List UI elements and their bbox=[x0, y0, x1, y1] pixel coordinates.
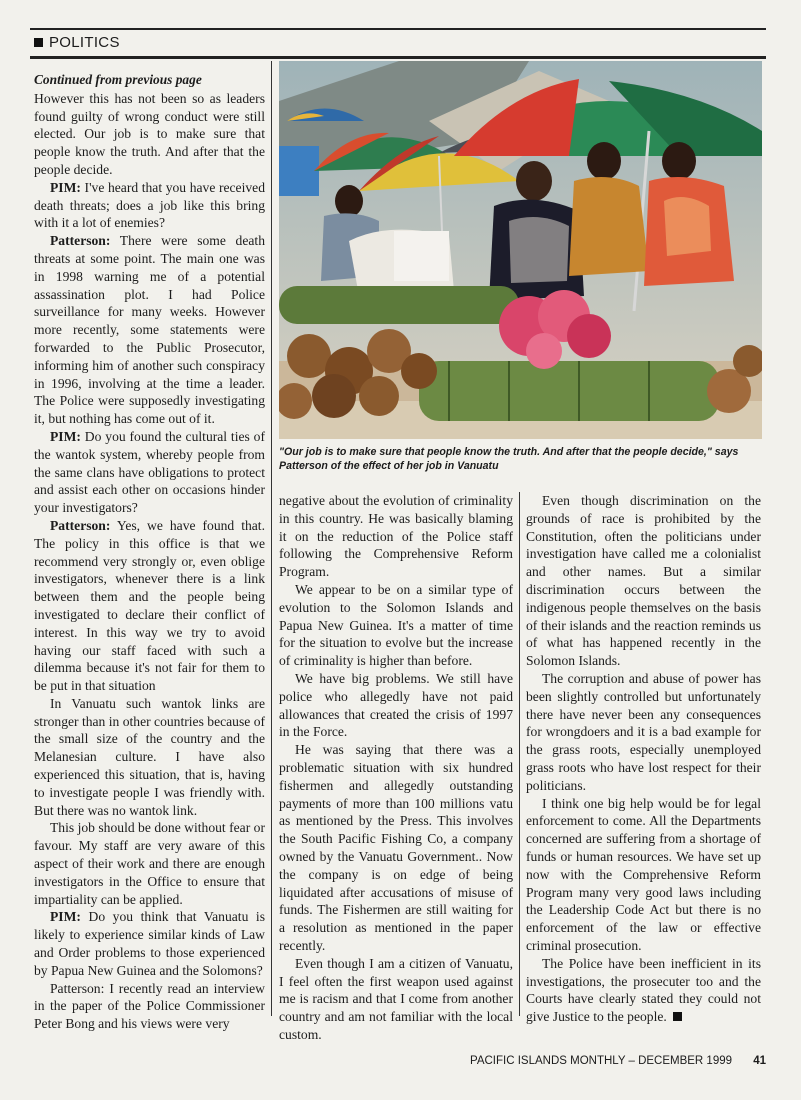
column-divider bbox=[271, 61, 272, 1016]
paragraph: The corruption and abuse of power has been slightly controlled but unfortunately there have never been any consequences for wrongdoers and it is a bad example for the grass roots, especially unemployed grass roots who have lost respect for their politicians. bbox=[526, 670, 761, 793]
article-column-3 bbox=[526, 492, 761, 1026]
paragraph: We appear to be on a similar type of evolution to the Solomon Islands and Papua New Guinea. It's a matter of time for the situation to evolve but the increase of criminality is higher than before. bbox=[279, 581, 513, 669]
answer-paragraph bbox=[34, 232, 265, 428]
paragraph: However this has not been so as leaders found guilty of wrong conduct were still elected. Our job is to make sure that people know the truth. And after that the people decide. bbox=[34, 90, 265, 177]
publication-line: PACIFIC ISLANDS MONTHLY – DECEMBER 1999 bbox=[470, 1055, 733, 1067]
question-paragraph bbox=[34, 428, 265, 517]
paragraph: Patterson: I recently read an interview in the paper of the Police Commissioner Peter Bong and his views were very bbox=[34, 980, 265, 1032]
page-number: 41 bbox=[753, 1055, 766, 1067]
market-photo bbox=[279, 61, 762, 439]
question-paragraph bbox=[34, 179, 265, 232]
paragraph: I think one big help would be for legal enforcement to come. All the Departments concerned are suffering from a shortage of funds or human resources. We have set up now with the Comprehensive Reform Program many very good laws including the Leadership Code Act but there is no enforcement of the law or effective criminal prosecution. bbox=[526, 795, 761, 953]
speaker-label: PIM: bbox=[50, 179, 81, 195]
section-bullet-icon bbox=[34, 38, 43, 47]
paragraph-text: There were some death threats at some point. The main one was in 1998 warning me of a potential assassination plot. I had Police surveillance for many weeks. However more recently, some statements were forwarded to the Public Prosecutor, informing him of another such conspiracy in 1996, involving at the time a leader. The Police were supposedly investigating it, but nothing has come out of it. bbox=[34, 233, 265, 427]
paragraph: This job should be done without fear or favour. My staff are very aware of this aspect of their work and there are enough investigators in the Office to ensure that impartiality can be applied. bbox=[34, 820, 265, 907]
paragraph: He was saying that there was a problematic situation with six hundred fishermen and allegedly outstanding payments of more than 100 millions vatu as mentioned by the Press. This involves the South Pacific Fishing Co, a company owned by the Vanuatu Government.. Now the company is on edge of being liquidated after accusations of misuse of funds. The Fishermen are still waiting for a resolution as mentioned in the paper recently. bbox=[279, 742, 513, 953]
speaker-label: PIM: bbox=[50, 428, 81, 444]
speaker-label: Patterson: bbox=[50, 517, 111, 533]
paragraph: Even though discrimination on the grounds of race is prohibited by the Constitution, often the politicians under investigation have called me a colonialist and other names. But a similar discrimination occurs between the indigenous people themselves on the basis of their islands and the reaction reminds us of what has happened recently in the Solomon Islands. bbox=[526, 493, 761, 669]
paragraph: negative about the evolution of criminality in this country. He was basically blaming it on the reduction of the Police staff following the Comprehensive Reform Program. bbox=[279, 493, 513, 580]
continued-note: Continued from previous page bbox=[34, 72, 202, 87]
paragraph bbox=[526, 955, 761, 1026]
answer-paragraph bbox=[34, 517, 265, 695]
market-photo-illustration bbox=[279, 61, 762, 439]
paragraph: In Vanuatu such wantok links are stronger than in other countries because of the small size of the country and the Melanesian culture. I have also experienced this situation, that is, having to investigate people I was friendly with. But there was no wantok link. bbox=[34, 695, 266, 818]
paragraph-text: The Police have been inefficient in its investigations, the prosecuter too and the Courts have clearly stated they could not give Justice to the people. bbox=[526, 955, 761, 1025]
column-divider bbox=[519, 492, 520, 1016]
paragraph-text: Yes, we have found that. The policy in this office is that we recommend very strongly or, even oblige investigators, whenever there is a link between them and the people being investigated to declare their conflict of interest. In this way we try to avoid having our staff faced with such a dilemma because it's not fair for them to be put in that situation bbox=[34, 517, 265, 694]
speaker-label: PIM: bbox=[50, 909, 81, 925]
section-header bbox=[30, 28, 766, 59]
question-paragraph bbox=[34, 908, 265, 979]
speaker-label: Patterson: bbox=[50, 233, 111, 249]
paragraph-text: Do you think that Vanuatu is likely to experience similar kinds of Law and Order problems to those experienced by Papua New Guinea and the Solomons? bbox=[34, 909, 265, 978]
paragraph: We have big problems. We still have police who allegedly have not paid allowances that created the crisis of 1997 in the Force. bbox=[279, 670, 513, 740]
photo-caption: "Our job is to make sure that people know the truth. And after that the people decide," says Patterson of the effect of her job in Vanuatu bbox=[279, 446, 739, 472]
paragraph: Even though I am a citizen of Vanuatu, I feel often the first weapon used against me is racism and that I come from another country and am not familiar with the local custom. bbox=[279, 955, 513, 1042]
paragraph-text: I've heard that you have received death threats; does a job like this bring with it a lot of enemies? bbox=[34, 179, 265, 231]
section-title: POLITICS bbox=[49, 34, 120, 51]
end-mark-icon bbox=[673, 1012, 682, 1021]
article-column-1 bbox=[34, 71, 265, 1033]
article-column-2 bbox=[279, 492, 513, 1044]
section-label bbox=[34, 34, 120, 51]
paragraph-text: Do you found the cultural ties of the wantok system, whereby people from the same clans have obligations to protect and assist each other on occasions hinder your investigators? bbox=[34, 428, 265, 516]
